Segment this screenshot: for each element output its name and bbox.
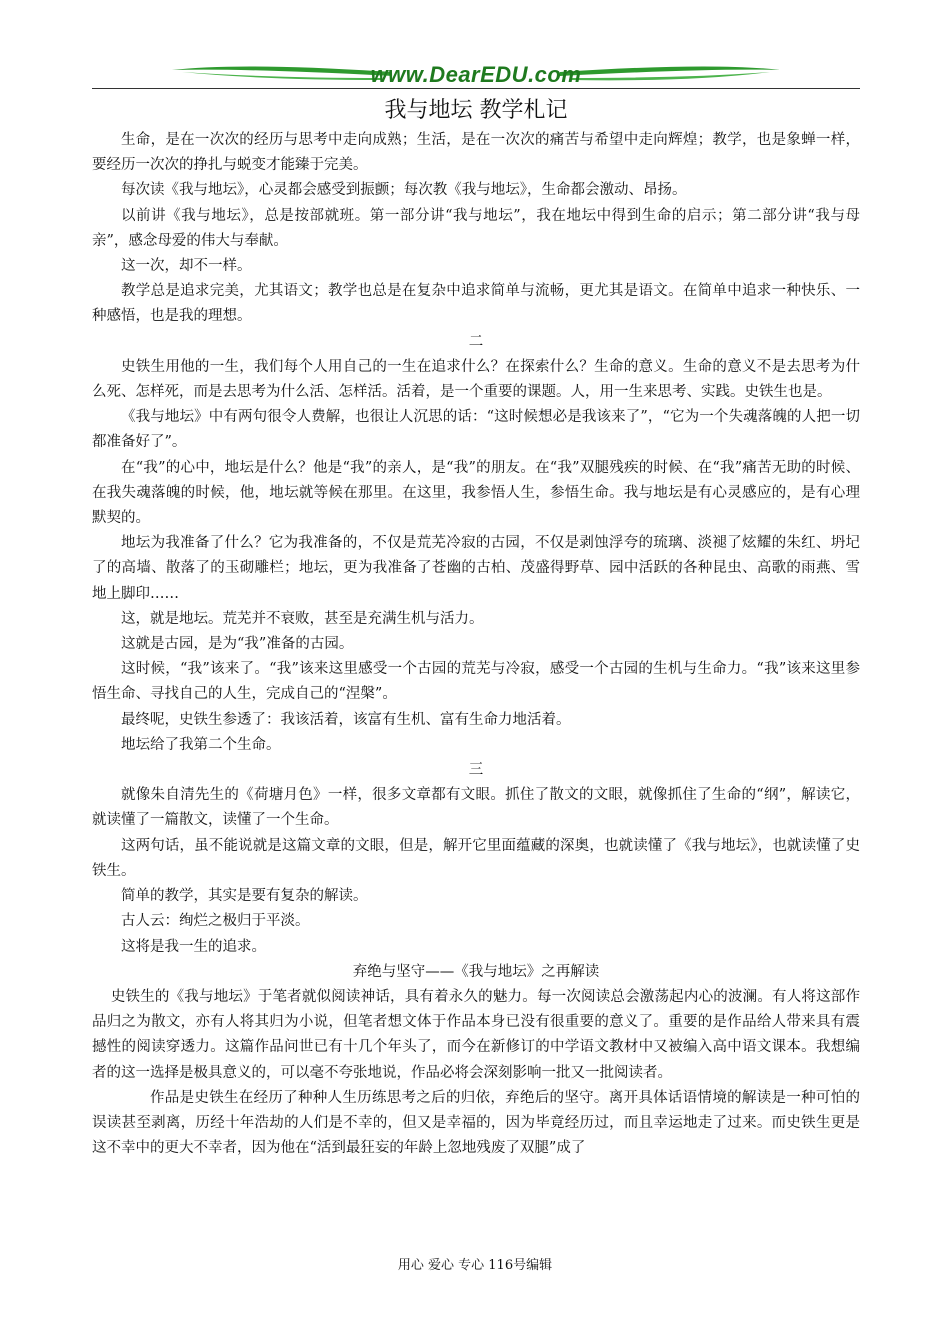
paragraph: 就像朱自清先生的《荷塘月色》一样，很多文章都有文眼。抓住了散文的文眼，就像抓住了生命的“纲”，解读它，就读懂了一篇散文，读懂了一个生命。: [92, 787, 860, 829]
paragraph: 史铁生用他的一生，我们每个人用自己的一生在追求什么？在探索什么？生命的意义。生命的意义不是去思考为什么死、怎样死，而是去思考为什么活、怎样活。活着，是一个重要的课题。人，用一生来思考、实践。史铁生也是。: [92, 358, 860, 401]
article-subtitle: 弃绝与坚守——《我与地坛》之再解读: [352, 963, 600, 980]
page-footer: 用心 爱心 专心 116号编辑: [397, 1258, 553, 1273]
paragraph: 这就是古园，是为“我”准备的古园。: [121, 636, 354, 653]
paragraph: 这，就是地坛。荒芜并不衰败，甚至是充满生机与活力。: [121, 610, 484, 627]
paragraph: 《我与地坛》中有两句很令人费解，也很让人沉思的话：“这时候想必是我该来了”，“它为一个失魂落魄的人把一切都准备好了”。: [92, 409, 860, 451]
paragraph: 这将是我一生的追求。: [121, 938, 266, 955]
paragraph: 史铁生的《我与地坛》于笔者就似阅读神话，具有着永久的魅力。每一次阅读总会激荡起内心的波澜。有人将这部作品归之为散文，亦有人将其归为小说，但笔者想文体于作品本身已没有很重要的意义了。重要的是作品给人带来具有震撼性的阅读穿透力。这篇作品问世已有十几个年头了，而今在新修订的中学语文教材中又被编入高中语文课本。我想编者的这一选择是极具意义的，可以毫不夸张地说，作品必将会深刻影响一批又一批阅读者。: [92, 988, 860, 1081]
paragraph: 作品是史铁生在经历了种种人生历练思考之后的归依，弃绝后的坚守。离开具体话语情境的解读是一种可怕的误读甚至剥离，历经十年浩劫的人们是不幸的，但又是幸福的，因为毕竟经历过，而且幸运地走了过来。而史铁生更是这不幸中的更大不幸者，因为他在“活到最狂妄的年龄上忽地残废了双腿”成了: [92, 1089, 860, 1157]
paragraph: 以前讲《我与地坛》，总是按部就班。第一部分讲“我与地坛”，我在地坛中得到生命的启示；第二部分讲“我与母亲”，感念母爱的伟大与奉献。: [92, 207, 860, 249]
paragraph: 教学总是追求完美，尤其语文；教学也总是在复杂中追求简单与流畅，更尤其是语文。在简单中追求一种快乐、一种感悟，也是我的理想。: [92, 283, 860, 325]
site-url: www.DearEDU.com: [370, 62, 582, 87]
paragraph: 这时候，“我”该来了。“我”该来这里感受一个古园的荒芜与冷寂，感受一个古园的生机与生命力。“我”该来这里参悟生命、寻找自己的人生，完成自己的“涅槃”。: [92, 661, 860, 703]
paragraph: 简单的教学，其实是要有复杂的解读。: [121, 888, 368, 905]
paragraph: 地坛给了我第二个生命。: [121, 736, 281, 753]
paragraph: 生命，是在一次次的经历与思考中走向成熟；生活，是在一次次的痛苦与希望中走向辉煌；教学，也是象蝉一样，要经历一次次的挣扎与蜕变才能臻于完美。: [92, 132, 860, 174]
paragraph: 古人云：绚烂之极归于平淡。: [121, 913, 310, 930]
paragraph: 每次读《我与地坛》，心灵都会感受到振颤；每次教《我与地坛》，生命都会激动、昂扬。: [121, 182, 687, 199]
paragraph: 在“我”的心中，地坛是什么？他是“我”的亲人，是“我”的朋友。在“我”双腿残疾的时候、在“我”痛苦无助的时候、在我失魂落魄的时候，他，地坛就等候在那里。在这里，我参悟人生，参悟生命。我与地坛是有心灵感应的，是有心理默契的。: [92, 459, 860, 527]
paragraph: 地坛为我准备了什么？它为我准备的，不仅是荒芜冷寂的古园，不仅是剥蚀浮夸的琉璃、淡褪了炫耀的朱红、坍圮了的高墙、散落了的玉砌雕栏；地坛，更为我准备了苍幽的古柏、茂盛得野草、园中活跃的各种昆虫、高歌的雨燕、雪地上脚印……: [92, 535, 860, 602]
article-body: [92, 128, 860, 1161]
section-number: 三: [468, 762, 484, 779]
paragraph: 这两句话，虽不能说就是这篇文章的文眼，但是，解开它里面蕴藏的深奥，也就读懂了《我与地坛》，也就读懂了史铁生。: [92, 837, 860, 879]
paragraph: 这一次，却不一样。: [121, 258, 252, 275]
page-title: 我与地坛 教学札记: [384, 98, 568, 123]
header-divider: [92, 88, 860, 89]
section-number: 二: [468, 333, 484, 350]
site-header: [92, 58, 860, 92]
paragraph: 最终呢，史铁生参透了：我该活着，该富有生机、富有生命力地活着。: [121, 711, 571, 728]
